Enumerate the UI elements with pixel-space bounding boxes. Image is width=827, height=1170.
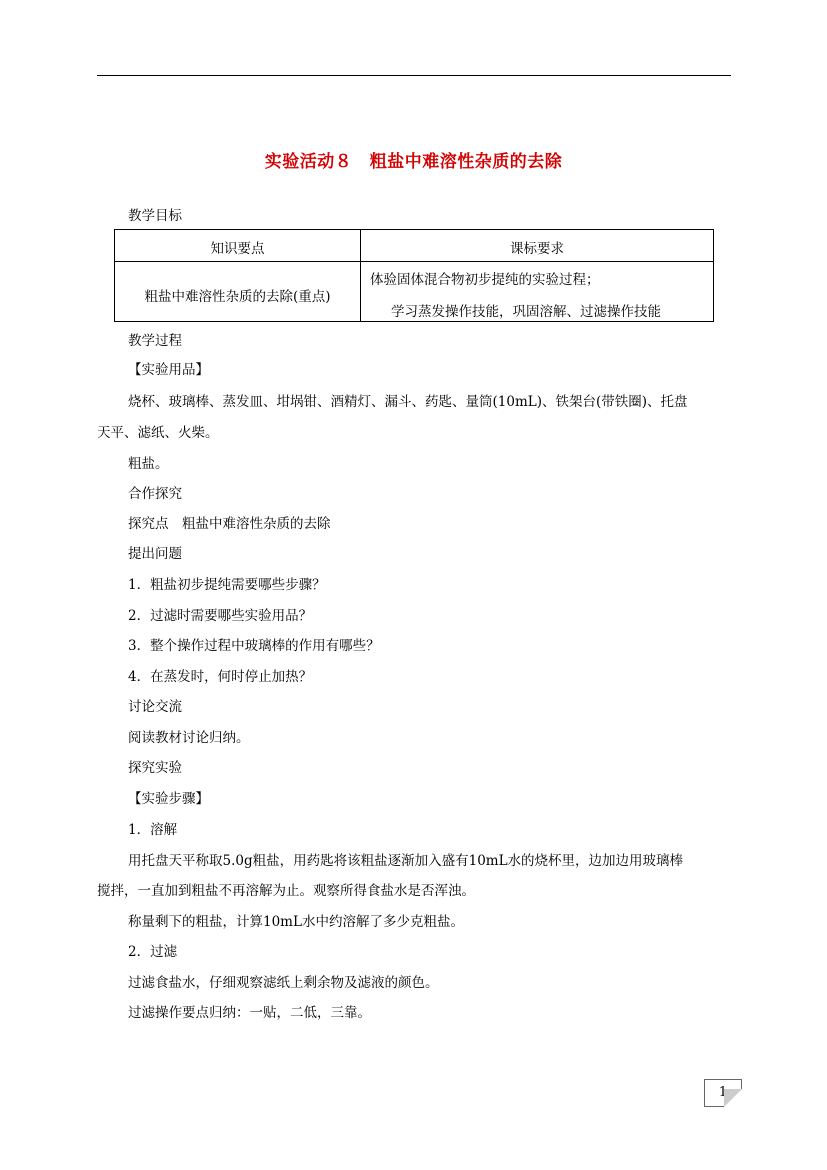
question-1: 1．粗盐初步提纯需要哪些步骤？ xyxy=(128,577,326,593)
step-1-line-3: 称量剩下的粗盐，计算10mL水中约溶解了多少克粗盐。 xyxy=(128,914,464,930)
step-1-line-2: 搅拌，一直加到粗盐不再溶解为止。观察所得食盐水是否浑浊。 xyxy=(97,883,475,899)
experiment-heading: 探究实验 xyxy=(128,760,182,776)
header-rule xyxy=(97,75,731,76)
page-number-box xyxy=(704,1079,742,1107)
step-1-title: 1．溶解 xyxy=(128,822,178,838)
step-2-line-2: 过滤操作要点归纳：一贴，二低，三靠。 xyxy=(128,1005,371,1021)
table-row-divider xyxy=(115,261,713,262)
question-4: 4．在蒸发时，何时停止加热？ xyxy=(128,669,313,685)
raise-question-heading: 提出问题 xyxy=(128,546,182,562)
step-2-line-1: 过滤食盐水，仔细观察滤纸上剩余物及滤液的颜色。 xyxy=(128,975,439,991)
objectives-table xyxy=(114,229,714,322)
step-2-title: 2．过滤 xyxy=(128,944,178,960)
page-title: 实验活动８ 粗盐中难溶性杂质的去除 xyxy=(264,152,563,172)
page-number: 1 xyxy=(718,1085,728,1100)
reagent-text: 粗盐。 xyxy=(128,456,169,472)
objectives-heading: 教学目标 xyxy=(128,208,182,224)
step-1-line-1: 用托盘天平称取5.0g粗盐，用药匙将该粗盐逐渐加入盛有10mL水的烧杯里，边加边用玻璃棒 xyxy=(128,853,684,869)
coop-heading: 合作探究 xyxy=(128,486,182,502)
materials-heading: 【实验用品】 xyxy=(128,362,209,378)
question-2: 2．过滤时需要哪些实验用品？ xyxy=(128,608,313,624)
discuss-heading: 讨论交流 xyxy=(128,699,182,715)
discuss-text: 阅读教材讨论归纳。 xyxy=(128,730,250,746)
steps-heading: 【实验步骤】 xyxy=(128,791,209,807)
materials-line-2: 天平、滤纸、火柴。 xyxy=(97,425,219,441)
process-heading: 教学过程 xyxy=(128,333,182,349)
explore-point: 探究点 粗盐中难溶性杂质的去除 xyxy=(128,516,331,532)
materials-line-1: 烧杯、玻璃棒、蒸发皿、坩埚钳、酒精灯、漏斗、药匙、量筒(10mL)、铁架台(带铁圈)、托盘 xyxy=(128,394,688,410)
table-header-knowledge: 知识要点 xyxy=(210,241,265,257)
table-header-requirements: 课标要求 xyxy=(510,241,564,257)
table-cell-requirement-1: 体验固体混合物初步提纯的实验过程； xyxy=(370,272,600,288)
question-3: 3．整个操作过程中玻璃棒的作用有哪些？ xyxy=(128,638,380,654)
table-cell-requirement-2: 学习蒸发操作技能，巩固溶解、过滤操作技能 xyxy=(391,304,661,320)
page-fold-icon xyxy=(724,1089,742,1107)
table-cell-knowledge-point: 粗盐中难溶性杂质的去除(重点) xyxy=(144,289,331,305)
